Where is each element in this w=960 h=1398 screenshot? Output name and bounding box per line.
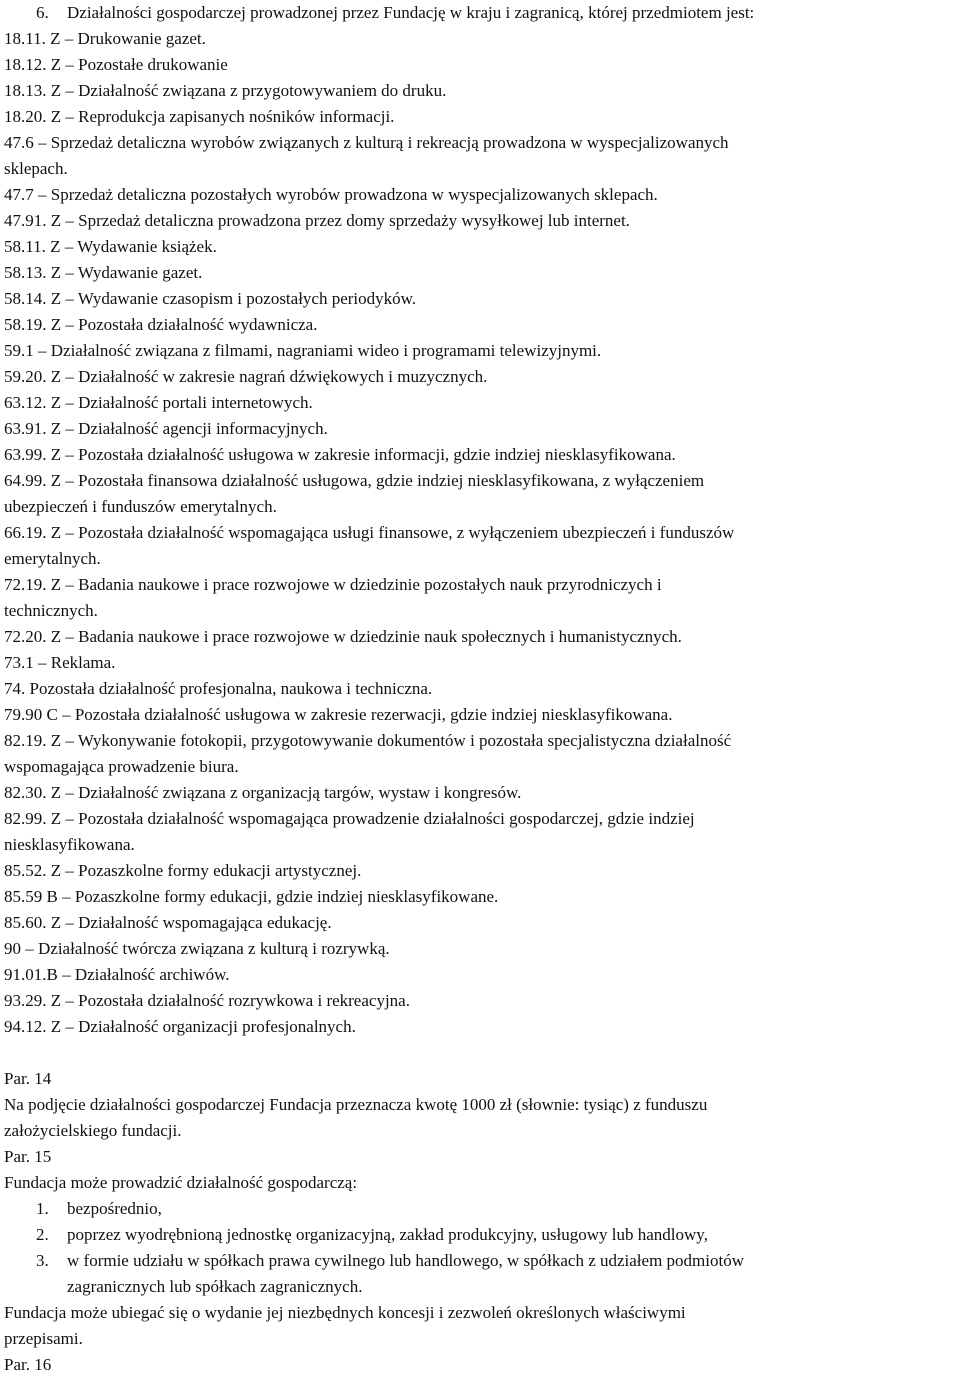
list-item-text: Działalności gospodarczej prowadzonej przez Fundację w kraju i zagranicą, której przedmiotem jest:: [67, 3, 755, 22]
activity-line: 59.20. Z – Działalność w zakresie nagrań dźwiękowych i muzycznych.: [4, 367, 488, 386]
activity-line: 85.60. Z – Działalność wspomagająca edukację.: [4, 913, 332, 932]
activity-line: 47.6 – Sprzedaż detaliczna wyrobów związanych z kulturą i rekreacją prowadzona w wyspecjalizowanych: [4, 133, 729, 152]
activity-line: 18.20. Z – Reprodukcja zapisanych nośników informacji.: [4, 107, 395, 126]
activity-line: 79.90 C – Pozostała działalność usługowa w zakresie rezerwacji, gdzie indziej niesklasyfikowana.: [4, 705, 673, 724]
activity-line: 58.13. Z – Wydawanie gazet.: [4, 263, 203, 282]
paragraph-line: Fundacja może ubiegać się o wydanie jej niezbędnych koncesji i zezwoleń określonych właściwymi: [4, 1303, 686, 1322]
list-number: 2.: [36, 1225, 49, 1244]
activity-line: emerytalnych.: [4, 549, 101, 568]
activity-line: 82.99. Z – Pozostała działalność wspomagająca prowadzenie działalności gospodarczej, gdzie indziej: [4, 809, 695, 828]
activity-line: ubezpieczeń i funduszów emerytalnych.: [4, 497, 277, 516]
activity-line: 18.11. Z – Drukowanie gazet.: [4, 29, 206, 48]
activity-line: 94.12. Z – Działalność organizacji profesjonalnych.: [4, 1017, 356, 1036]
activity-line: 18.13. Z – Działalność związana z przygotowywaniem do druku.: [4, 81, 447, 100]
activity-line: 91.01.B – Działalność archiwów.: [4, 965, 230, 984]
activity-line: 63.12. Z – Działalność portali internetowych.: [4, 393, 313, 412]
list-item-text: poprzez wyodrębnioną jednostkę organizacyjną, zakład produkcyjny, usługowy lub handlowy,: [67, 1225, 708, 1244]
activity-line: 72.19. Z – Badania naukowe i prace rozwojowe w dziedzinie pozostałych nauk przyrodniczych i: [4, 575, 662, 594]
paragraph-line: Fundacja może prowadzić działalność gospodarczą:: [4, 1173, 358, 1192]
activity-line: 58.14. Z – Wydawanie czasopism i pozostałych periodyków.: [4, 289, 417, 308]
section-heading-par-15: Par. 15: [4, 1147, 52, 1166]
activity-line: niesklasyfikowana.: [4, 835, 135, 854]
activity-line: 82.30. Z – Działalność związana z organizacją targów, wystaw i kongresów.: [4, 783, 522, 802]
activity-line: 47.91. Z – Sprzedaż detaliczna prowadzona przez domy sprzedaży wysyłkowej lub internet.: [4, 211, 630, 230]
activity-line: 47.7 – Sprzedaż detaliczna pozostałych wyrobów prowadzona w wyspecjalizowanych sklepach.: [4, 185, 658, 204]
section-heading-par-16: Par. 16: [4, 1355, 52, 1374]
activity-line: 73.1 – Reklama.: [4, 653, 116, 672]
activity-line: 72.20. Z – Badania naukowe i prace rozwojowe w dziedzinie nauk społecznych i humanistycznych.: [4, 627, 682, 646]
list-item-text: bezpośrednio,: [67, 1199, 162, 1218]
list-item-text: zagranicznych lub spółkach zagranicznych.: [67, 1277, 363, 1296]
activity-line: 18.12. Z – Pozostałe drukowanie: [4, 55, 228, 74]
activity-line: 58.19. Z – Pozostała działalność wydawnicza.: [4, 315, 318, 334]
paragraph-line: założycielskiego fundacji.: [4, 1121, 182, 1140]
activity-line: 93.29. Z – Pozostała działalność rozrywkowa i rekreacyjna.: [4, 991, 410, 1010]
list-number: 6.: [36, 3, 49, 22]
list-number: 1.: [36, 1199, 49, 1218]
list-item-text: w formie udziału w spółkach prawa cywilnego lub handlowego, w spółkach z udziałem podmiotów: [67, 1251, 744, 1270]
activity-line: 90 – Działalność twórcza związana z kulturą i rozrywką.: [4, 939, 390, 958]
section-heading-par-14: Par. 14: [4, 1069, 52, 1088]
activity-line: 82.19. Z – Wykonywanie fotokopii, przygotowywanie dokumentów i pozostała specjalistyczna działalność: [4, 731, 732, 750]
activity-line: 63.99. Z – Pozostała działalność usługowa w zakresie informacji, gdzie indziej niesklasyfikowana.: [4, 445, 676, 464]
activity-line: 74. Pozostała działalność profesjonalna, naukowa i techniczna.: [4, 679, 433, 698]
activity-line: wspomagająca prowadzenie biura.: [4, 757, 239, 776]
activity-line: 58.11. Z – Wydawanie książek.: [4, 237, 217, 256]
activity-line: 64.99. Z – Pozostała finansowa działalność usługowa, gdzie indziej niesklasyfikowana, z wyłączeniem: [4, 471, 705, 490]
activity-line: 63.91. Z – Działalność agencji informacyjnych.: [4, 419, 328, 438]
activity-line: 59.1 – Działalność związana z filmami, nagraniami wideo i programami telewizyjnymi.: [4, 341, 602, 360]
activity-line: 85.59 B – Pozaszkolne formy edukacji, gdzie indziej niesklasyfikowane.: [4, 887, 499, 906]
activity-line: 66.19. Z – Pozostała działalność wspomagająca usługi finansowe, z wyłączeniem ubezpieczeń i funduszów: [4, 523, 735, 542]
paragraph-line: przepisami.: [4, 1329, 83, 1348]
list-number: 3.: [36, 1251, 49, 1270]
activity-line: 85.52. Z – Pozaszkolne formy edukacji artystycznej.: [4, 861, 362, 880]
activity-line: sklepach.: [4, 159, 68, 178]
activity-line: technicznych.: [4, 601, 98, 620]
paragraph-line: Na podjęcie działalności gospodarczej Fundacja przeznacza kwotę 1000 zł (słownie: tysiąc) z funduszu: [4, 1095, 708, 1114]
